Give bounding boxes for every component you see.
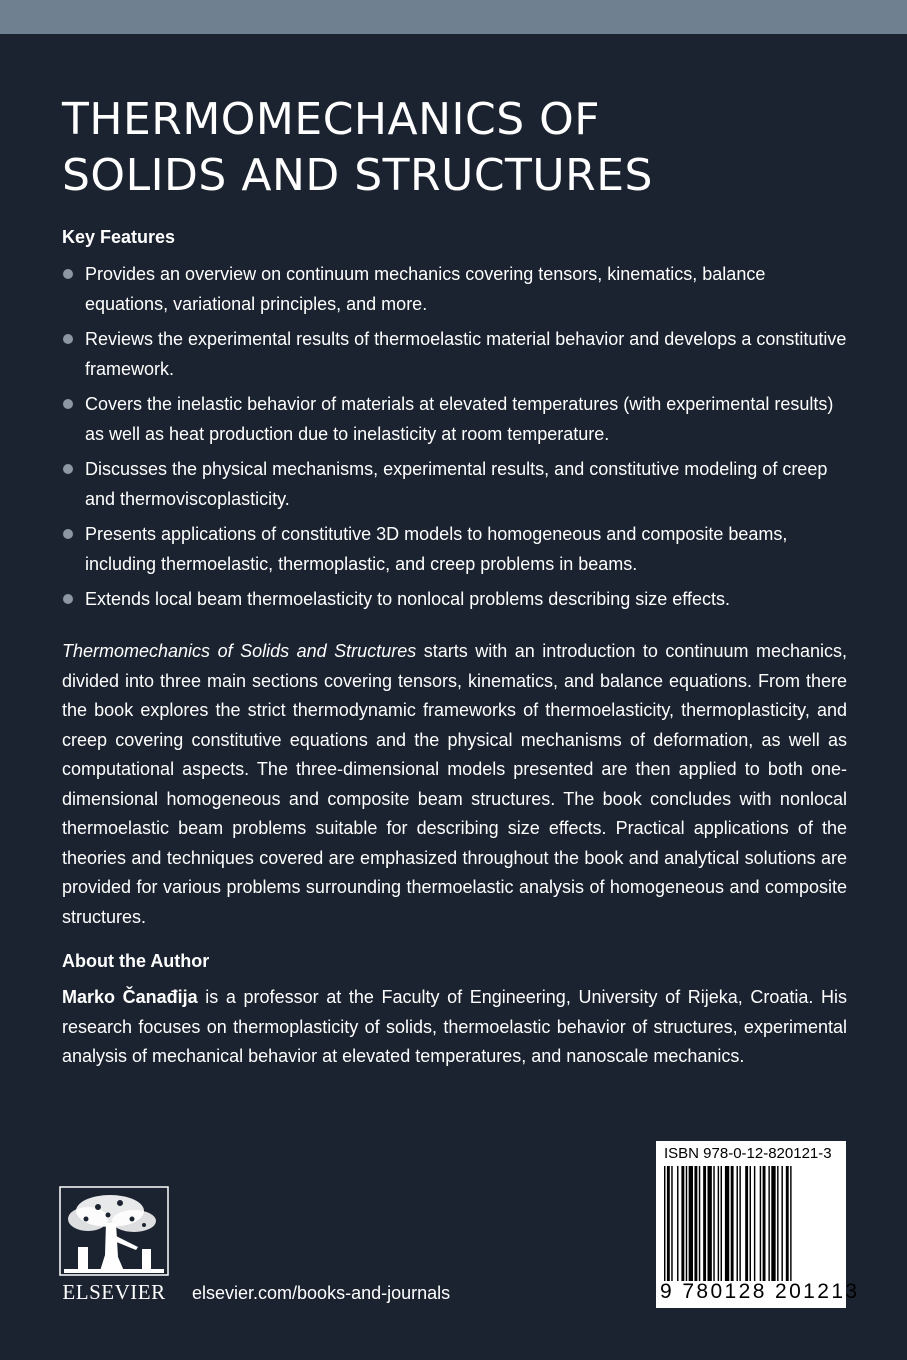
publisher-logo-text: ELSEVIER [62, 1280, 166, 1303]
author-name: Marko Čanađija [62, 987, 198, 1007]
barcode-bar [671, 1166, 672, 1281]
barcode-bar [703, 1166, 706, 1281]
author-bio-text: is a professor at the Faculty of Engineering, University of Rijeka, Croatia. His research focuses on thermoplasticity of solids, thermoelastic behavior of structures, experimental analysis of mechanical behavior at elevated temperatures, and nanoscale mechanics. [62, 987, 847, 1066]
bullet-dot-icon [63, 399, 73, 409]
barcode-bar [737, 1166, 738, 1281]
isbn-label: ISBN 978-0-12-820121-3 [664, 1145, 832, 1162]
bullet-dot-icon [63, 529, 73, 539]
description-book-title: Thermomechanics of Solids and Structures [62, 641, 417, 661]
barcode-bar [667, 1166, 670, 1281]
key-feature-item [62, 585, 852, 615]
barcode-bar [760, 1166, 761, 1281]
barcode-bar [790, 1166, 791, 1281]
barcode-icon [664, 1166, 838, 1281]
author-bio [62, 983, 847, 1072]
key-feature-item [62, 520, 852, 579]
bullet-dot-icon [63, 334, 73, 344]
barcode-bar [777, 1166, 778, 1281]
barcode-bar [763, 1166, 766, 1281]
barcode-bar [786, 1166, 789, 1281]
key-feature-text: Extends local beam thermoelasticity to nonlocal problems describing size effects. [85, 589, 730, 609]
key-feature-item [62, 390, 852, 449]
key-feature-text: Discusses the physical mechanisms, experimental results, and constitutive modeling of creep and thermoviscoplasticity. [85, 459, 828, 509]
barcode-bar [677, 1166, 678, 1281]
key-features-heading: Key Features [62, 227, 176, 247]
barcode-bar [725, 1166, 729, 1281]
key-feature-text: Provides an overview on continuum mechanics covering tensors, kinematics, balance equations, variational principles, and more. [85, 264, 766, 314]
key-feature-item [62, 325, 852, 384]
key-feature-item [62, 260, 852, 319]
publisher-website-link[interactable]: elsevier.com/books-and-journals [192, 1283, 451, 1303]
key-feature-text: Reviews the experimental results of thermoelastic material behavior and develops a constitutive framework. [85, 329, 847, 379]
key-feature-text: Covers the inelastic behavior of materials at elevated temperatures (with experimental results) as well as heat production due to inelasticity at room temperature. [85, 394, 834, 444]
bullet-dot-icon [63, 464, 73, 474]
barcode-box [656, 1141, 860, 1308]
top-color-band [0, 0, 907, 34]
barcode-bar [750, 1166, 751, 1281]
key-feature-item [62, 455, 852, 514]
bullet-dot-icon [63, 594, 73, 604]
barcode-bar [699, 1166, 700, 1281]
barcode-bar [694, 1166, 697, 1281]
elsevier-tree-icon [58, 1185, 170, 1303]
bullet-dot-icon [63, 269, 73, 279]
barcode-bar [754, 1166, 755, 1281]
key-feature-text: Presents applications of constitutive 3D models to homogeneous and composite beams, including thermoelastic, thermoplastic, and creep problems in beams. [85, 524, 788, 574]
barcode-bar [664, 1166, 665, 1281]
barcode-bar [771, 1166, 775, 1281]
description-text: starts with an introduction to continuum mechanics, divided into three main sections covering tensors, kinematics, and balance equations. From there the book explores the strict thermodynamic frameworks of thermoelasticity, thermoplasticity, and creep covering constitutive equations and the physical mechanisms of deformation, as well as computational aspects. The three-dimensional models presented are then applied to both one-dimensional homogeneous and composite beam structures. The book concludes with nonlocal thermoelastic beam problems suitable for describing size effects. Practical applications of the theories and techniques covered are emphasized throughout the book and analytical solutions are provided for various problems surrounding thermoelastic analysis of homogeneous and composite structures. [62, 641, 848, 927]
barcode-number: 9 780128 201213 [660, 1280, 860, 1303]
book-title-line-2: SOLIDS AND STRUCTURES [62, 150, 653, 201]
barcode-bar [681, 1166, 684, 1281]
book-title-line-1: THERMOMECHANICS OF [62, 94, 601, 145]
about-author-heading: About the Author [62, 951, 210, 971]
barcode-bar [689, 1166, 693, 1281]
barcode-bar [781, 1166, 782, 1281]
barcode-bar [686, 1166, 687, 1281]
barcode-bar [731, 1166, 734, 1281]
barcode-bar [721, 1166, 722, 1281]
barcode-bar [768, 1166, 769, 1281]
barcode-bar [739, 1166, 740, 1281]
book-title [62, 92, 862, 204]
barcode-bar [713, 1166, 714, 1281]
key-features-list [62, 260, 852, 621]
book-description [62, 637, 847, 932]
barcode-bar [708, 1166, 712, 1281]
barcode-bar [718, 1166, 719, 1281]
barcode-bar [745, 1166, 748, 1281]
